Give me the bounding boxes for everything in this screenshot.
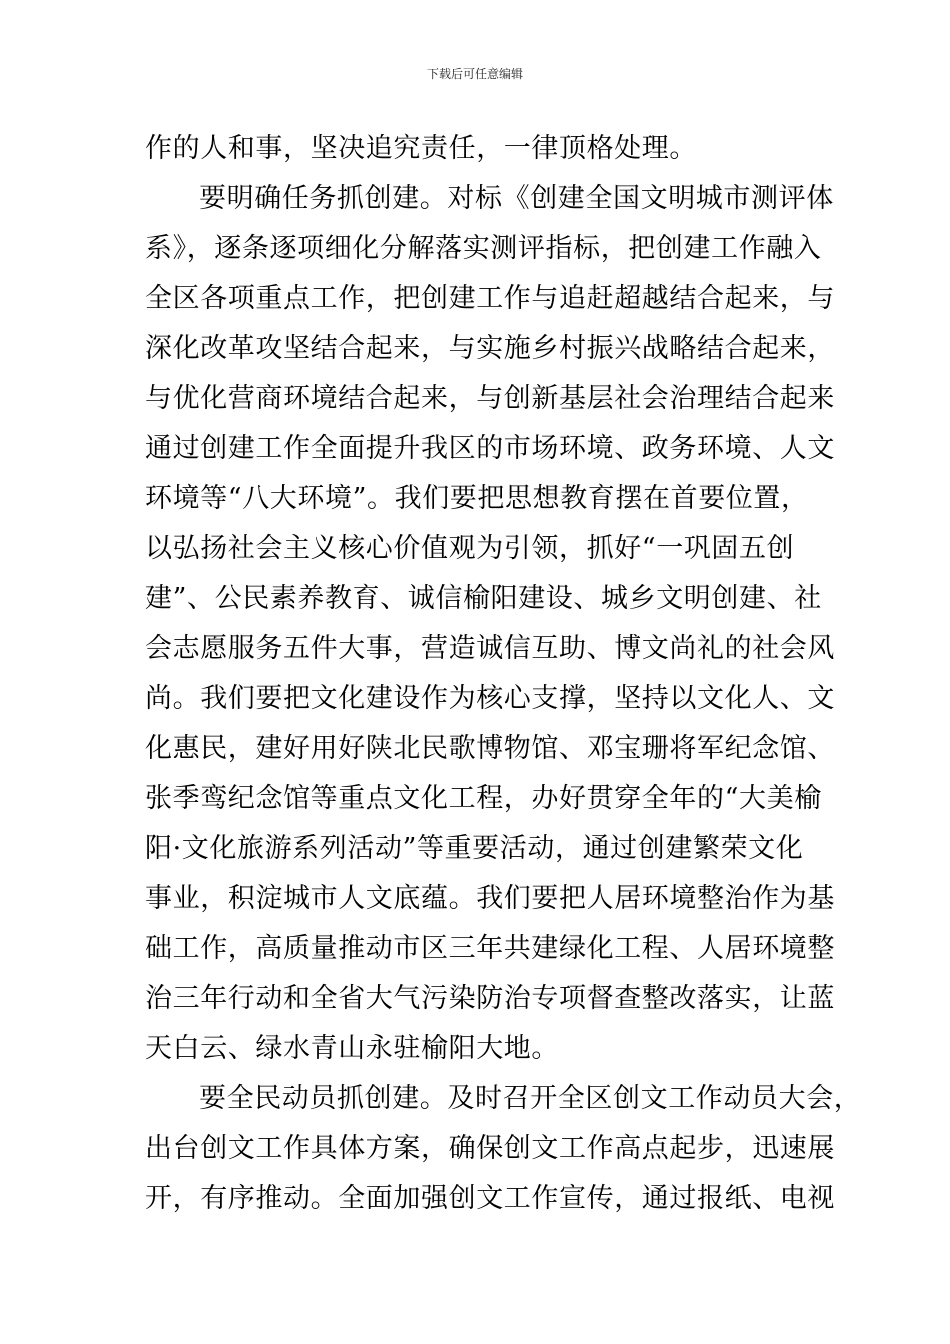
text-line: 开，有序推动。全面加强创文工作宣传，通过报纸、电视 xyxy=(145,1183,835,1214)
text-line: 环境等“八大环境”。我们要把思想教育摆在首要位置， xyxy=(145,483,809,514)
text-line: 作的人和事，坚决追究责任，一律顶格处理。 xyxy=(145,133,697,164)
text-line: 础工作，高质量推动市区三年共建绿化工程、人居环境整 xyxy=(145,933,835,964)
text-line: 尚。我们要把文化建设作为核心支撑，坚持以文化人、文 xyxy=(145,683,835,714)
text-line: 阳·文化旅游系列活动”等重要活动，通过创建繁荣文化 xyxy=(145,833,804,864)
text-line: 张季鸾纪念馆等重点文化工程，办好贯穿全年的“大美榆 xyxy=(145,783,822,814)
header-note: 下载后可任意编辑 xyxy=(426,67,523,81)
text-line: 全区各项重点工作，把创建工作与追赶超越结合起来，与 xyxy=(145,283,835,314)
text-line: 通过创建工作全面提升我区的市场环境、政务环境、人文 xyxy=(145,433,835,464)
text-line: 深化改革攻坚结合起来，与实施乡村振兴战略结合起来， xyxy=(145,333,835,364)
text-line: 化惠民，建好用好陕北民歌博物馆、邓宝珊将军纪念馆、 xyxy=(145,733,835,764)
text-line: 会志愿服务五件大事，营造诚信互助、博文尚礼的社会风 xyxy=(145,633,835,664)
text-line: 事业，积淀城市人文底蕴。我们要把人居环境整治作为基 xyxy=(145,883,835,914)
text-line: 建”、公民素养教育、诚信榆阳建设、城乡文明创建、社 xyxy=(145,583,822,614)
text-line: 与优化营商环境结合起来，与创新基层社会治理结合起来 xyxy=(145,383,835,414)
text-line: 系》，逐条逐项细化分解落实测评指标，把创建工作融入 xyxy=(145,233,822,264)
text-line: 出台创文工作具体方案，确保创文工作高点起步，迅速展 xyxy=(145,1133,835,1164)
paragraph-first-line: 要明确任务抓创建。对标《创建全国文明城市测评体 xyxy=(199,183,834,214)
document-body xyxy=(145,124,862,1224)
text-line: 以弘扬社会主义核心价值观为引领，抓好“一巩固五创 xyxy=(145,533,795,564)
paragraph-first-line: 要全民动员抓创建。及时召开全区创文工作动员大会， xyxy=(199,1083,862,1114)
text-line: 治三年行动和全省大气污染防治专项督查整改落实，让蓝 xyxy=(145,983,835,1014)
text-line: 天白云、绿水青山永驻榆阳大地。 xyxy=(145,1033,559,1064)
